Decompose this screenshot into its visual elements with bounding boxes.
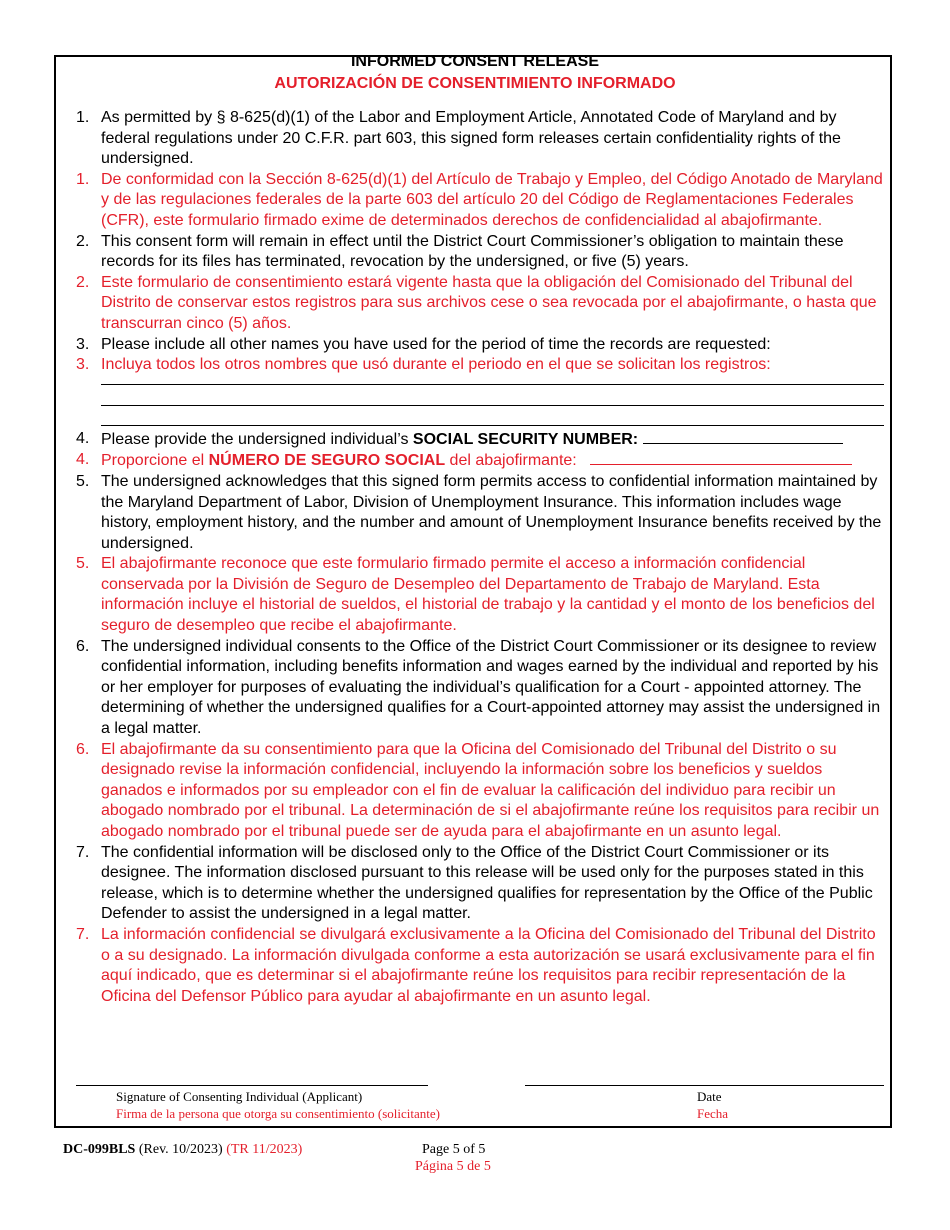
other-names-field[interactable] — [101, 376, 888, 429]
item-text: del abajofirmante: — [445, 452, 577, 470]
item-5-spanish — [72, 554, 888, 636]
item-6-spanish — [72, 740, 888, 843]
form-revision: (Rev. 10/2023) — [135, 1142, 227, 1157]
item-2 — [72, 232, 888, 273]
item-text: Proporcione el — [101, 452, 209, 470]
item-number: 1. — [76, 170, 90, 188]
item-2-spanish — [72, 273, 888, 335]
date-line[interactable] — [525, 1085, 884, 1086]
item-5 — [72, 472, 888, 554]
signature-line[interactable] — [76, 1085, 428, 1086]
other-names-line[interactable] — [101, 384, 884, 385]
item-number: 4. — [76, 429, 90, 447]
item-number: 2. — [76, 232, 90, 250]
item-text: This consent form will remain in effect until the District Court Commissioner’s obligation to maintain these records for its files has terminated, revocation by the undersigned, or five (5) years. — [101, 232, 844, 271]
item-4 — [72, 429, 888, 451]
item-number: 2. — [76, 273, 90, 291]
other-names-line[interactable] — [101, 405, 884, 406]
form-identifier — [63, 1141, 302, 1158]
item-4-spanish — [72, 450, 888, 472]
item-text: Please provide the undersigned individual’s — [101, 430, 413, 448]
item-number: 4. — [76, 451, 90, 469]
item-number: 6. — [76, 740, 90, 758]
translation-revision: (TR 11/2023) — [226, 1142, 303, 1157]
item-7-spanish — [72, 925, 888, 1007]
form-id: DC-099BLS — [63, 1142, 136, 1157]
item-number: 6. — [76, 637, 90, 655]
date-label: Date — [697, 1089, 722, 1104]
consent-items — [72, 108, 888, 1007]
item-text: De conformidad con la Sección 8-625(d)(1) del Artículo de Trabajo y Empleo, del Código Anotado de Maryland y de las regulaciones federales de la parte 603 del artículo 20 del Código de Reglamentaciones Federales (CFR), este formulario firmado exime de determinados derechos de confidencialidad al abajofirmante. — [101, 170, 883, 229]
item-text: El abajofirmante da su consentimiento para que la Oficina del Comisionado del Tribunal del Distrito o su designado revise la información confidencial, incluyendo la información sobre los beneficios y sueldos ganados e informados por su empleador con el fin de evaluar la calificación del individuo para recibir un abogado nombrado por el tribunal. La determinación de si el abajofirmante reúne los requisitos para recibir un abogado nombrado por el tribunal puede ser de ayuda para el abajofirmante en un asunto legal. — [101, 740, 880, 840]
item-number: 3. — [76, 335, 90, 353]
date-label-spanish: Fecha — [697, 1106, 729, 1121]
ssn-label-spanish: NÚMERO DE SEGURO SOCIAL — [208, 452, 446, 470]
item-number: 7. — [76, 925, 90, 943]
item-number: 7. — [76, 843, 90, 861]
other-names-line[interactable] — [101, 425, 884, 426]
item-number: 5. — [76, 555, 90, 573]
form-title: INFORMED CONSENT RELEASE — [350, 53, 599, 70]
item-text: The undersigned acknowledges that this signed form permits access to confidential information maintained by the Maryland Department of Labor, Division of Unemployment Insurance. This information includes wage history, employment history, and the number and amount of Unemployment Insurance benefits received by the undersigned. — [101, 472, 882, 552]
item-3-spanish — [72, 355, 888, 376]
signature-label: Signature of Consenting Individual (Applicant) — [116, 1089, 363, 1104]
item-text: La información confidencial se divulgará exclusivamente a la Oficina del Comisionado del Tribunal del Distrito o a su designado. La información divulgada conforme a esta autorización se usará exclusivamente para el fin aquí indicado, que es determinar si el abajofirmante reúne los requisitos para recibir representación de la Oficina del Defensor Público para ayudar al abajofirmante en un asunto legal. — [101, 925, 876, 1005]
item-text: Incluya todos los otros nombres que usó durante el periodo en el que se solicitan los registros: — [101, 356, 771, 374]
item-3 — [72, 335, 888, 356]
item-6 — [72, 637, 888, 740]
item-text: The confidential information will be disclosed only to the Office of the District Court Commissioner or its designee. The information disclosed pursuant to this release will be used only for the purposes stated in this release, which is to determine whether the undersigned qualifies for representation by the Office of the Public Defender to assist the undersigned in a legal matter. — [101, 843, 873, 923]
page-number: Page 5 of 5 — [422, 1142, 486, 1157]
form-title-spanish: AUTORIZACIÓN DE CONSENTIMIENTO INFORMADO — [274, 75, 676, 92]
ssn-field[interactable] — [643, 429, 843, 444]
item-number: 3. — [76, 356, 90, 374]
item-text: El abajofirmante reconoce que este formulario firmado permite el acceso a información confidencial conservada por la División de Seguro de Desempleo del Departamento de Trabajo de Maryland. Esta información incluye el historial de sueldos, el historial de trabajo y la cantidad y el monto de los beneficios del seguro de desempleo que recibe el abajofirmante. — [101, 555, 875, 635]
item-1 — [72, 108, 888, 170]
page-number-spanish: Página 5 de 5 — [415, 1159, 491, 1174]
item-text: As permitted by § 8-625(d)(1) of the Labor and Employment Article, Annotated Code of Maryland and by federal regulations under 20 C.F.R. part 603, this signed form releases certain confidentiality rights of the undersigned. — [101, 109, 841, 168]
item-7 — [72, 843, 888, 925]
item-number: 5. — [76, 472, 90, 490]
item-number: 1. — [76, 109, 90, 126]
ssn-field-spanish[interactable] — [590, 450, 852, 465]
item-text: Please include all other names you have used for the period of time the records are requested: — [101, 335, 771, 353]
item-text: The undersigned individual consents to the Office of the District Court Commissioner or its designee to review confidential information, including benefits information and wages earned by the individual and reported by his or her employer for purposes of evaluating the individual’s qualification for a Court - appointed attorney. The determining of whether the undersigned qualifies for a Court-appointed attorney may assist the undersigned in a legal matter. — [101, 637, 881, 738]
signature-label-spanish: Firma de la persona que otorga su consentimiento (solicitante) — [116, 1106, 440, 1121]
item-1-spanish — [72, 170, 888, 232]
item-text: Este formulario de consentimiento estará vigente hasta que la obligación del Comisionado del Tribunal del Distrito de conservar estos registros para sus archivos cese o sea revocada por el abajofirmante, o hasta que transcurran cinco (5) años. — [101, 273, 877, 332]
ssn-label: SOCIAL SECURITY NUMBER: — [412, 430, 639, 448]
